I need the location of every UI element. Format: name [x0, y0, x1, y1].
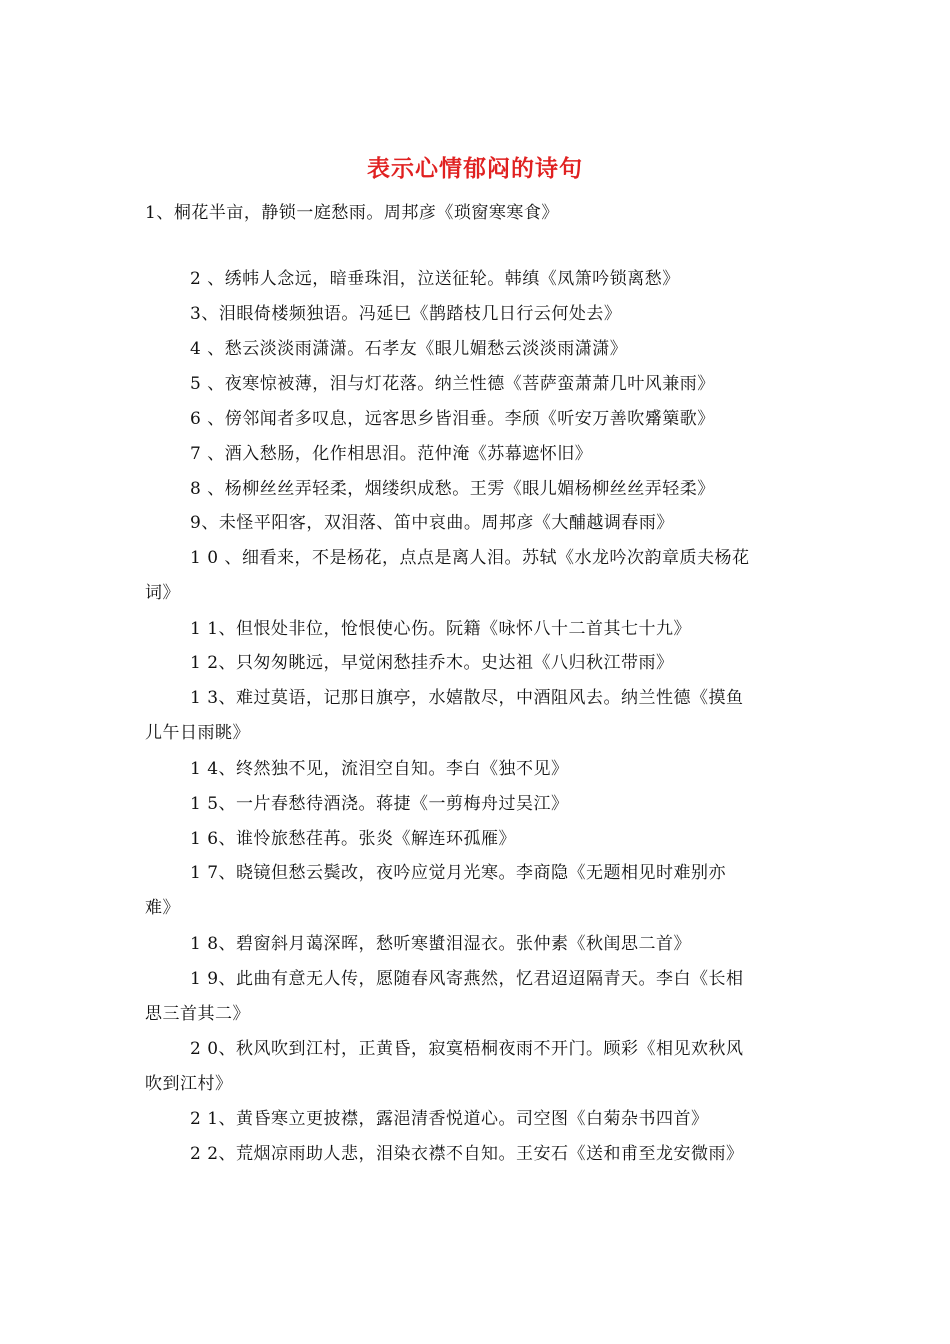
poem-line-15: 1 5、一片春愁待酒浇。蒋捷《一剪梅舟过吴江》: [190, 794, 569, 814]
poem-line-17-continued: 难》: [145, 898, 180, 918]
poem-line-9: 9、未怪平阳客，双泪落、笛中哀曲。周邦彦《大酺越调春雨》: [190, 513, 674, 533]
poem-line-20-continued: 吹到江村》: [145, 1074, 233, 1094]
poem-line-12: 1 2、只匆匆眺远，早觉闲愁挂乔木。史达祖《八归秋江带雨》: [190, 653, 674, 673]
poem-line-17: 1 7、晓镜但愁云鬓改，夜吟应觉月光寒。李商隐《无题相见时难别亦: [190, 863, 727, 883]
poem-line-14: 1 4、终然独不见，流泪空自知。李白《独不见》: [190, 759, 569, 779]
poem-line-5: 5 、夜寒惊被薄，泪与灯花落。纳兰性德《菩萨蛮萧萧几叶风兼雨》: [190, 374, 715, 394]
poem-line-10: 1 0 、细看来，不是杨花，点点是离人泪。苏轼《水龙吟次韵章质夫杨花: [190, 548, 750, 568]
poem-line-20: 2 0、秋风吹到江村，正黄昏，寂寞梧桐夜雨不开门。顾彩《相见欢秋风: [190, 1039, 744, 1059]
poem-line-7: 7 、酒入愁肠，化作相思泪。范仲淹《苏幕遮怀旧》: [190, 444, 593, 464]
poem-line-11: 1 1、但恨处非位，怆恨使心伤。阮籍《咏怀八十二首其七十九》: [190, 619, 692, 639]
poem-line-4: 4 、愁云淡淡雨潇潇。石孝友《眼儿媚愁云淡淡雨潇潇》: [190, 339, 628, 359]
poem-line-19-continued: 思三首其二》: [145, 1004, 250, 1024]
poem-line-16: 1 6、谁怜旅愁荏苒。张炎《解连环孤雁》: [190, 829, 517, 849]
poem-line-10-continued: 词》: [145, 583, 180, 603]
poem-line-6: 6 、傍邻闻者多叹息，远客思乡皆泪垂。李颀《听安万善吹觱篥歌》: [190, 409, 715, 429]
poem-line-19: 1 9、此曲有意无人传，愿随春风寄燕然，忆君迢迢隔青天。李白《长相: [190, 969, 744, 989]
poem-line-1: 1、桐花半亩，静锁一庭愁雨。周邦彦《琐窗寒寒食》: [145, 203, 559, 223]
poem-line-18: 1 8、碧窗斜月蔼深晖，愁听寒螿泪湿衣。张仲素《秋闺思二首》: [190, 934, 692, 954]
poem-line-3: 3、泪眼倚楼频独语。冯延巳《鹊踏枝几日行云何处去》: [190, 304, 622, 324]
poem-line-2: 2 、绣帏人念远，暗垂珠泪，泣送征轮。韩缜《凤箫吟锁离愁》: [190, 269, 680, 289]
poem-line-13: 1 3、难过莫语，记那日旗亭，水嬉散尽，中酒阻风去。纳兰性德《摸鱼: [190, 688, 744, 708]
poem-line-13-continued: 儿午日雨眺》: [145, 723, 250, 743]
poem-line-22: 2 2、荒烟凉雨助人悲，泪染衣襟不自知。王安石《送和甫至龙安微雨》: [190, 1144, 744, 1164]
poem-line-21: 2 1、黄昏寒立更披襟，露浥清香悦道心。司空图《白菊杂书四首》: [190, 1109, 709, 1129]
poem-line-8: 8 、杨柳丝丝弄轻柔，烟缕织成愁。王雱《眼儿媚杨柳丝丝弄轻柔》: [190, 479, 715, 499]
page-title: 表示心情郁闷的诗句: [367, 156, 583, 182]
